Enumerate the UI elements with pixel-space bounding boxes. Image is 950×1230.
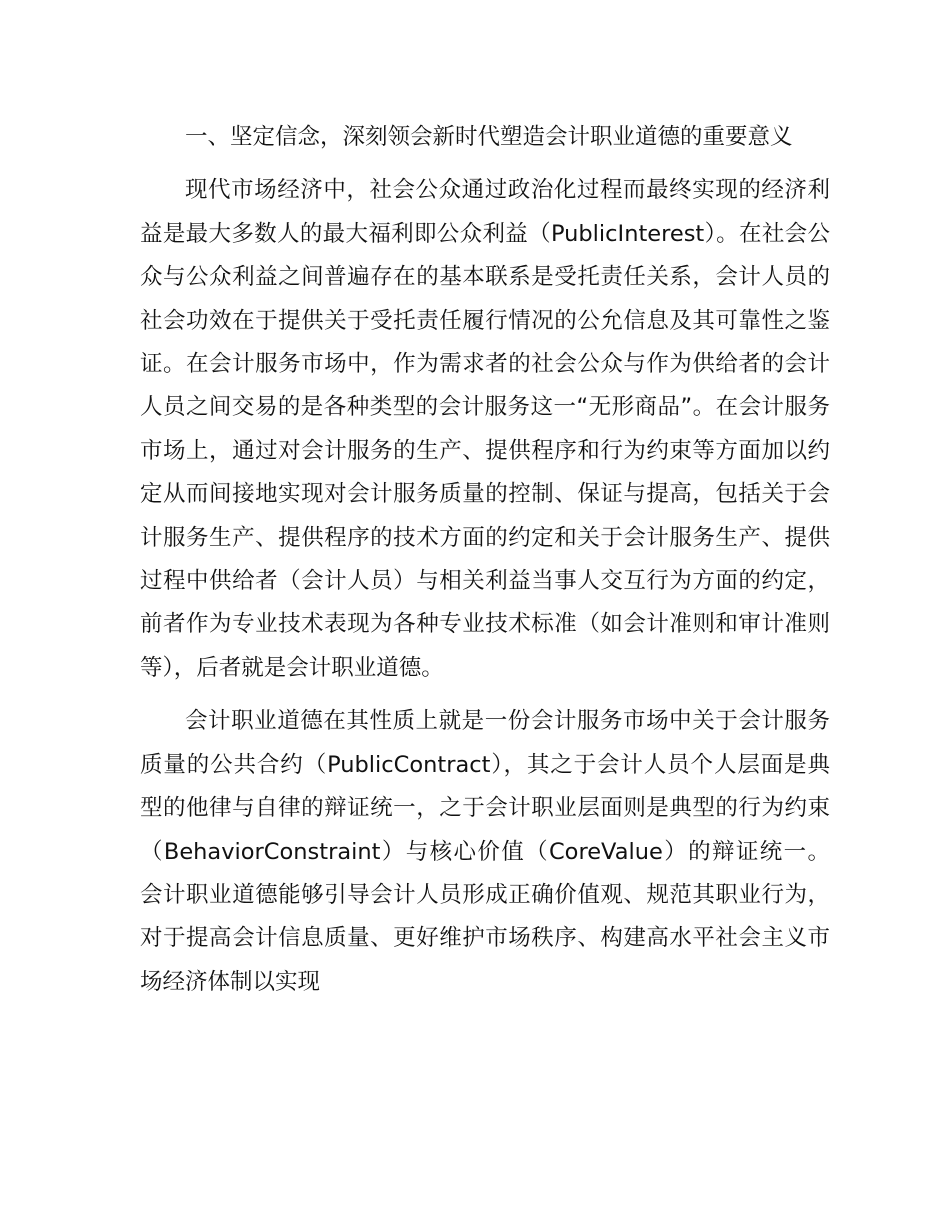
section-heading: 一、坚定信念，深刻领会新时代塑造会计职业道德的重要意义 — [185, 124, 793, 150]
document-body — [140, 116, 830, 1014]
paragraph-public-interest: 现代市场经济中，社会公众通过政治化过程而最终实现的经济利益是最大多数人的最大福利即公众利益（PublicInterest）。在社会公众与公众利益之间普遍存在的基本联系是受托责任关系，会计人员的社会功效在于提供关于受托责任履行情况的公允信息及其可靠性之鉴证。在会计服务市场中，作为需求者的社会公众与作为供给者的会计人员之间交易的是各种类型的会计服务这一“无形商品”。在会计服务市场上，通过对会计服务的生产、提供程序和行为约束等方面加以约定从而间接地实现对会计服务质量的控制、保证与提高，包括关于会计服务生产、提供程序的技术方面的约定和关于会计服务生产、提供过程中供给者（会计人员）与相关利益当事人交互行为方面的约定，前者作为专业技术表现为各种专业技术标准（如会计准则和审计准则等），后者就是会计职业道德。 — [140, 177, 830, 681]
paragraph-professional-ethics: 会计职业道德在其性质上就是一份会计服务市场中关于会计服务质量的公共合约（PublicContract），其之于会计人员个人层面是典型的他律与自律的辩证统一，之于会计职业层面则是典型的行为约束（BehaviorConstraint）与核心价值（CoreValue）的辩证统一。会计职业道德能够引导会计人员形成正确价值观、规范其职业行为，对于提高会计信息质量、更好维护市场秩序、构建高水平社会主义市场经济体制以实现 — [140, 708, 830, 995]
